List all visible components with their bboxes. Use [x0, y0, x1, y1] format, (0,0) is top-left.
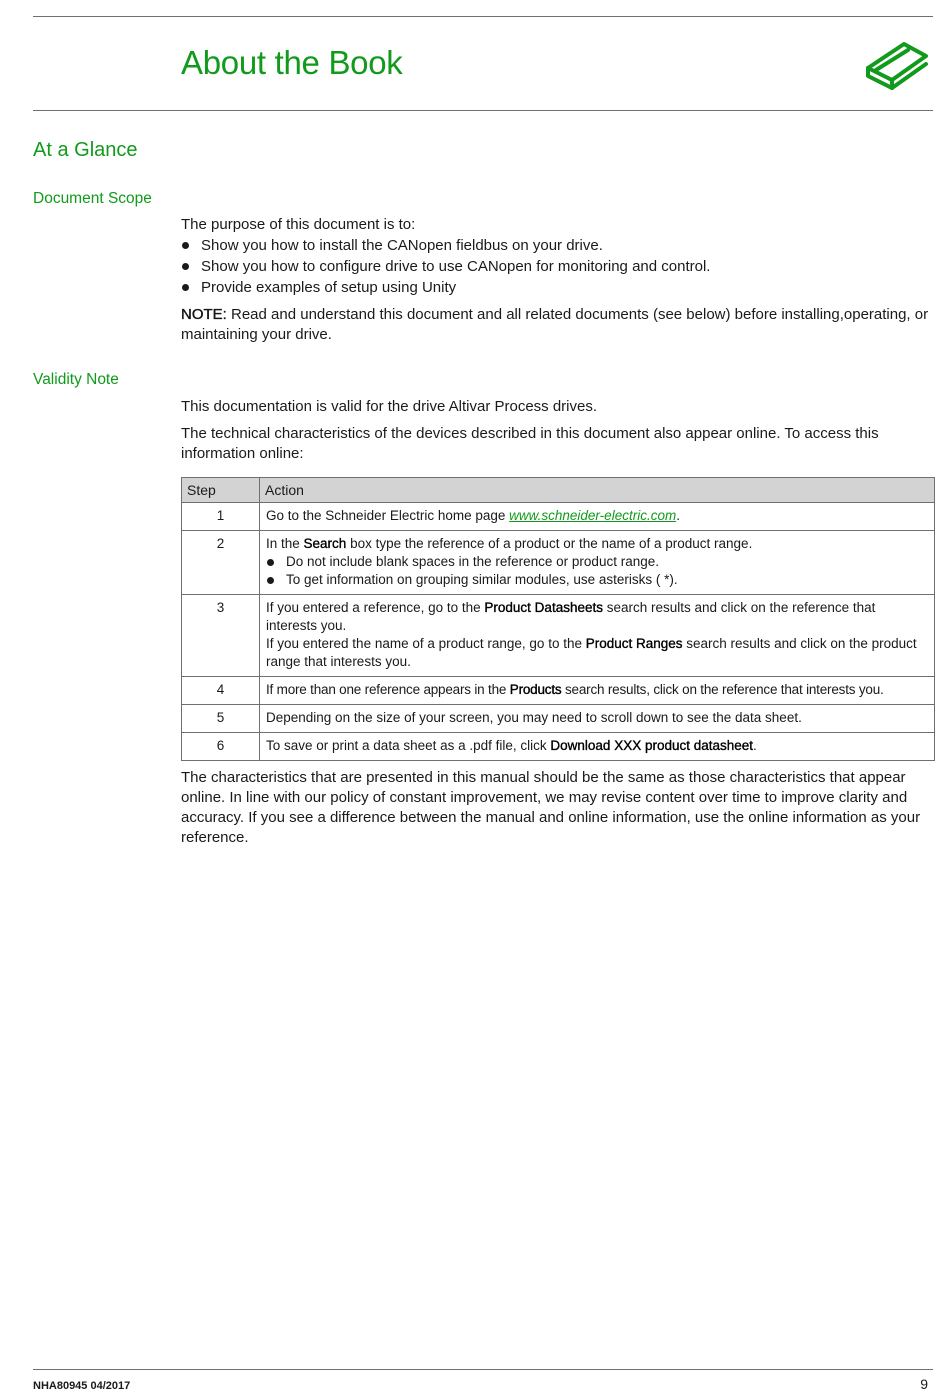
step-number: 4: [182, 677, 260, 705]
closing-paragraph: The characteristics that are presented in this manual should be the same as those characteristics that appear online. In line with our policy of constant improvement, we may revise content over time to improve clarity and accuracy. If you see a difference between the manual and online information, use the online information as your reference.: [181, 769, 921, 846]
validity-note-heading: Validity Note: [33, 371, 119, 388]
scope-note: [181, 305, 936, 345]
list-item: Provide examples of setup using Unity: [181, 277, 936, 298]
step-number: 5: [182, 705, 260, 733]
step-action: [260, 595, 935, 677]
action-bullet-list: [266, 553, 928, 589]
validity-note-body: [181, 397, 936, 464]
header-rule: [33, 110, 933, 111]
ui-term: Search: [303, 536, 347, 551]
schneider-link[interactable]: www.schneider-electric.com: [509, 508, 677, 523]
scope-bullet-list: [181, 235, 936, 298]
action-text: Go to the Schneider Electric home page: [266, 508, 510, 523]
ui-term: Product Datasheets: [484, 600, 603, 615]
action-line: [266, 599, 928, 635]
list-item: Do not include blank spaces in the reference or product range.: [266, 553, 928, 571]
list-item: To get information on grouping similar modules, use asterisks ( *).: [266, 571, 928, 589]
chapter-title: About the Book: [181, 44, 403, 81]
list-item: Show you how to install the CANopen fieldbus on your drive.: [181, 235, 936, 256]
table-row: [182, 531, 935, 595]
book-icon: [864, 38, 930, 90]
ui-term: Products: [509, 682, 562, 697]
step-number: 6: [182, 733, 260, 761]
document-scope-heading: Document Scope: [33, 190, 152, 207]
note-text: Read and understand this document and all related documents (see below) before installing,operating, or maintaining your drive.: [181, 306, 929, 343]
step-number: 2: [182, 531, 260, 595]
action-text: If more than one reference appears in the: [266, 682, 510, 697]
step-action: [260, 531, 935, 595]
table-row: [182, 733, 935, 761]
document-scope-body: [181, 215, 936, 345]
steps-table: [181, 477, 935, 761]
closing-paragraph-block: [181, 768, 936, 848]
table-row: [182, 503, 935, 531]
footer-rule: [33, 1369, 933, 1370]
footer-doc-reference: NHA80945 04/2017: [33, 1380, 131, 1392]
action-text: box type the reference of a product or the name of a product range.: [346, 536, 753, 551]
action-text: .: [676, 508, 680, 523]
action-text: search results and click on the reference that interests you.: [266, 600, 876, 633]
action-text: If you entered the name of a product range, go to the: [266, 636, 586, 651]
validity-para-2: The technical characteristics of the devices described in this document also appear online. To access this information online:: [181, 425, 879, 462]
ui-term: Download XXX product datasheet: [550, 738, 754, 753]
column-header-action: Action: [260, 478, 935, 503]
section-title: At a Glance: [33, 139, 138, 161]
step-number: 1: [182, 503, 260, 531]
ui-term: Product Ranges: [585, 636, 683, 651]
step-action: [260, 677, 935, 705]
list-item: Show you how to configure drive to use CANopen for monitoring and control.: [181, 256, 936, 277]
action-text: To save or print a data sheet as a .pdf file, click: [266, 738, 551, 753]
step-action: [260, 503, 935, 531]
validity-para-1: This documentation is valid for the drive Altivar Process drives.: [181, 398, 598, 415]
table-header-row: [182, 478, 935, 503]
step-action: [260, 733, 935, 761]
action-line: [266, 535, 928, 553]
column-header-step: Step: [182, 478, 260, 503]
table-row: [182, 595, 935, 677]
page-number: 9: [920, 1376, 928, 1392]
table-row: [182, 705, 935, 733]
action-text: In the: [266, 536, 304, 551]
action-text: search results and click on the product range that interests you.: [266, 636, 917, 669]
table-row: [182, 677, 935, 705]
action-text: .: [753, 738, 757, 753]
step-action: Depending on the size of your screen, you may need to scroll down to see the data sheet.: [260, 705, 935, 733]
action-line: [266, 635, 928, 671]
action-text: If you entered a reference, go to the: [266, 600, 485, 615]
top-rule: [33, 16, 933, 17]
note-label: NOTE:: [181, 306, 227, 323]
scope-intro: The purpose of this document is to:: [181, 216, 416, 233]
step-number: 3: [182, 595, 260, 677]
action-text: search results, click on the reference that interests you.: [561, 682, 884, 697]
